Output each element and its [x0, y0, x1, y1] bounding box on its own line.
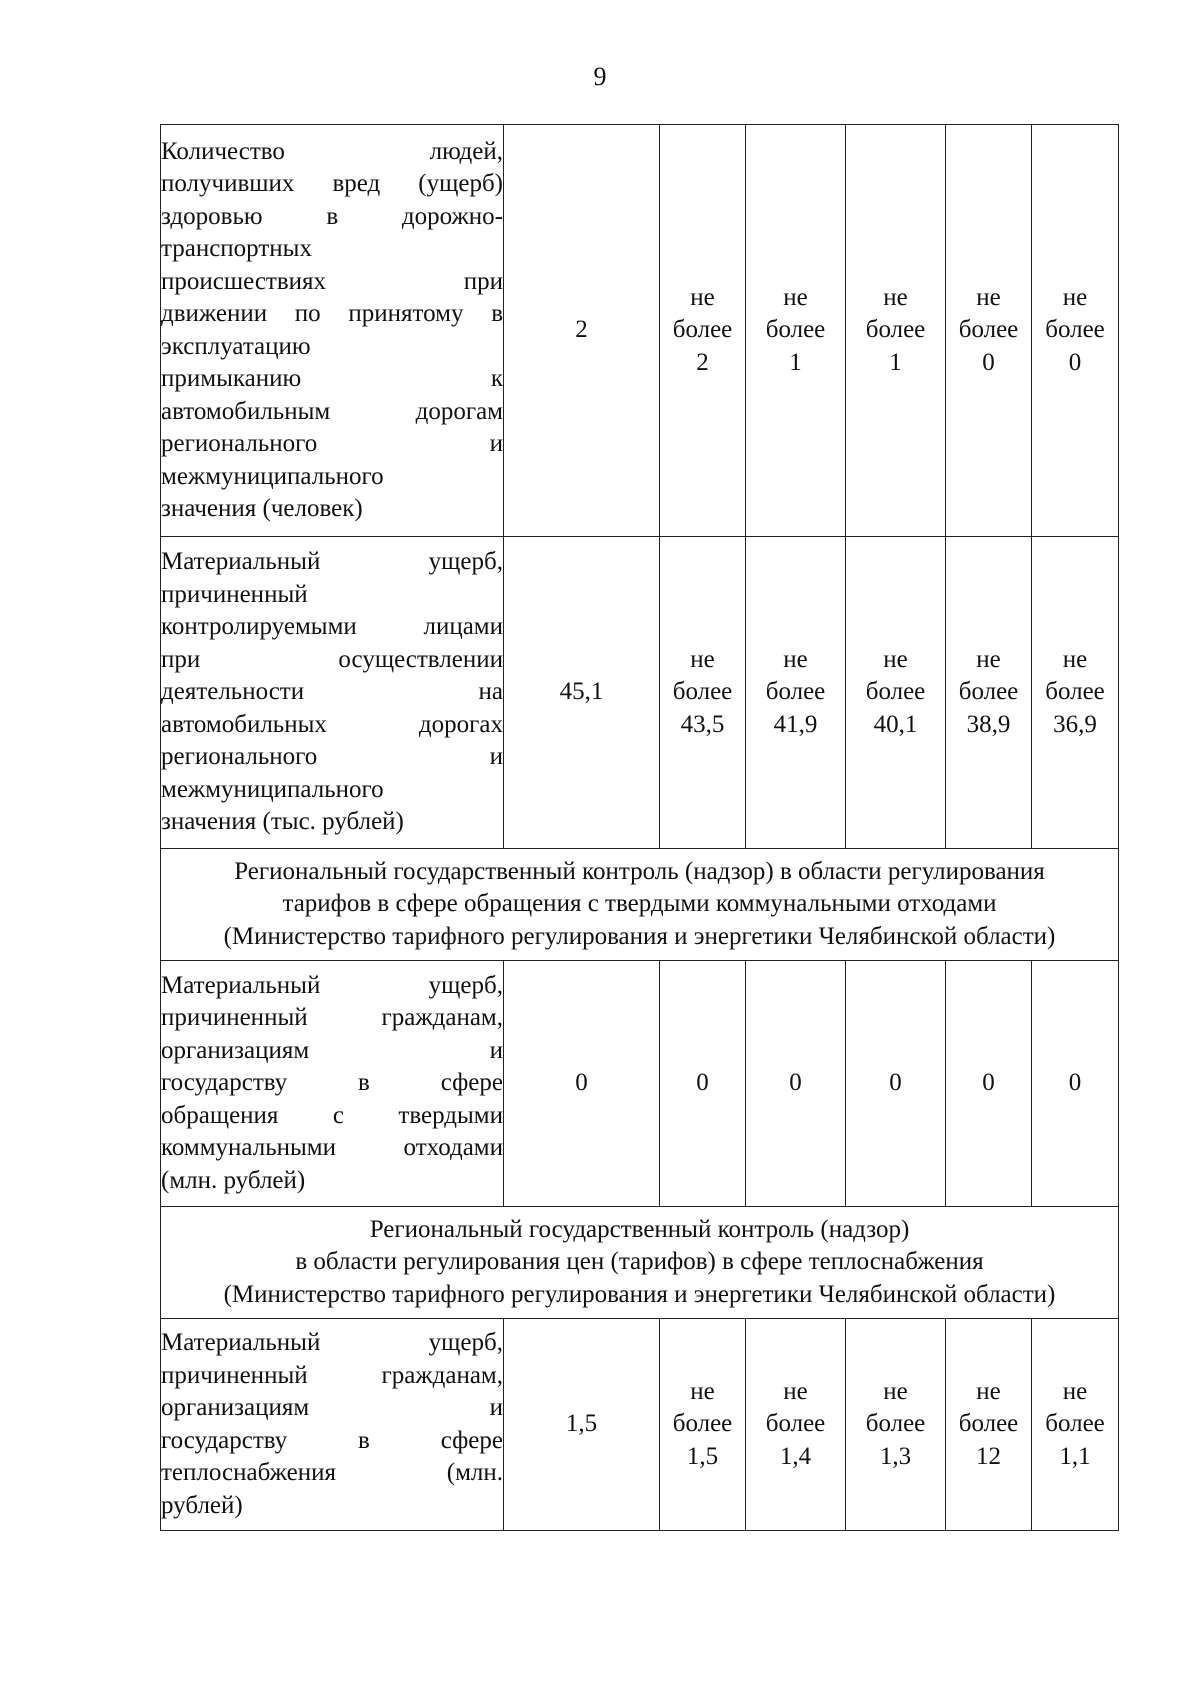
indicator-label-line: транспортных [161, 235, 312, 262]
indicator-label-line: значения (тыс. рублей) [161, 808, 404, 836]
base-value: 1,5 [504, 1319, 660, 1531]
indicator-label-line: движении по принятому в [161, 300, 503, 327]
table-row [161, 1319, 1119, 1531]
target-value-value: 1 [789, 348, 802, 376]
indicator-label-line: Материальный ущерб, [161, 548, 503, 576]
target-value [1032, 537, 1119, 849]
indicator-label-line: регионального и [161, 430, 503, 457]
target-value [660, 961, 746, 1207]
target-value-word: более [672, 316, 733, 344]
section-heading-line: в области регулирования цен (тарифов) в сфере теплоснабжения [295, 1248, 984, 1276]
table-row [161, 537, 1119, 849]
table-row [161, 125, 1119, 537]
section-heading-line: Региональный государственный контроль (надзор) [369, 1215, 910, 1243]
target-value-value: 0 [889, 1069, 902, 1097]
section-row [161, 1207, 1119, 1319]
target-value [846, 1319, 946, 1531]
target-value-value: 0 [1068, 1069, 1082, 1097]
target-value-value: 43,5 [680, 710, 725, 738]
target-value-word: более [958, 316, 1019, 344]
target-value-prefix: не [690, 1377, 715, 1405]
indicator-label-line: при осуществлении [161, 645, 503, 673]
base-value: 45,1 [504, 537, 660, 849]
target-value-value: 38,9 [966, 710, 1011, 738]
target-value-prefix: не [1062, 1377, 1088, 1405]
target-value-value: 41,9 [773, 710, 818, 738]
indicator-label-line: межмуниципального [161, 462, 384, 490]
target-value [846, 125, 946, 537]
target-value-prefix: не [1062, 283, 1088, 311]
target-value-word: более [765, 1410, 826, 1438]
target-value-prefix: не [976, 283, 1001, 311]
target-value [660, 125, 746, 537]
target-value-word: более [865, 316, 926, 344]
indicator-label-line: Материальный ущерб, [161, 1329, 503, 1356]
target-value-word: более [958, 678, 1019, 706]
indicator-label-line: автомобильных дорогах [161, 710, 503, 738]
target-value-prefix: не [783, 1377, 808, 1405]
section-heading-line: Региональный государственный контроль (надзор) в области регулирования [234, 857, 1045, 885]
target-value-value: 0 [789, 1069, 802, 1097]
target-value [746, 961, 846, 1207]
indicator-label [161, 961, 504, 1207]
target-value [946, 1319, 1032, 1531]
indicator-label-line: здоровью в дорожно- [161, 202, 503, 230]
section-heading-line: (Министерство тарифного регулирования и энергетики Челябинской области) [223, 1280, 1056, 1308]
target-value-word: более [1045, 678, 1105, 706]
indicator-label-line: коммунальными отходами [161, 1134, 503, 1162]
target-value-prefix: не [783, 283, 808, 311]
indicator-label-line: причиненный [161, 580, 308, 608]
target-value-value: 1,1 [1059, 1442, 1091, 1470]
target-value [746, 125, 846, 537]
indicator-label-line: примыканию к [161, 365, 503, 392]
target-value-value: 1 [889, 348, 902, 376]
base-value: 2 [504, 125, 660, 537]
indicator-label-line: организациям и [161, 1036, 503, 1064]
target-value-value: 1,5 [686, 1442, 719, 1470]
target-value-value: 1,4 [779, 1442, 812, 1470]
target-value-word: более [958, 1410, 1019, 1438]
indicator-label-line: контролируемыми лицами [161, 613, 503, 641]
indicator-label-line: межмуниципального [161, 775, 384, 803]
target-value-word: более [765, 316, 826, 344]
indicator-label-line: регионального и [161, 743, 503, 771]
target-value [846, 961, 946, 1207]
target-value [1032, 1319, 1119, 1531]
target-value [660, 1319, 746, 1531]
indicator-label-line: организациям и [161, 1394, 503, 1421]
target-value-value: 0 [696, 1069, 709, 1097]
indicator-label-line: деятельности на [161, 678, 503, 706]
base-value: 0 [504, 961, 660, 1207]
indicator-label-line: государству в сфере [161, 1069, 503, 1097]
target-value-value: 2 [696, 348, 709, 376]
target-value [1032, 125, 1119, 537]
indicator-label-line: Количество людей, [161, 137, 503, 165]
indicator-label-line: автомобильным дорогам [161, 397, 503, 425]
section-row [161, 849, 1119, 961]
target-value-prefix: не [883, 645, 908, 673]
target-value-prefix: не [976, 1377, 1001, 1405]
indicator-label-line: (млн. рублей) [161, 1166, 306, 1194]
target-value-value: 40,1 [873, 710, 918, 738]
target-value-word: более [1045, 316, 1105, 344]
target-value [946, 961, 1032, 1207]
target-value [660, 537, 746, 849]
target-value-prefix: не [783, 645, 808, 673]
indicator-label-line: значения (человек) [161, 495, 363, 522]
indicator-label [161, 1319, 504, 1531]
target-value-value: 0 [1068, 348, 1082, 376]
target-value-prefix: не [690, 645, 715, 673]
target-value-value: 1,3 [879, 1442, 912, 1470]
indicator-label-line: получивших вред (ущерб) [161, 170, 503, 197]
target-value-prefix: не [883, 1377, 908, 1405]
target-value-word: более [1045, 1410, 1105, 1438]
target-value-value: 0 [982, 1069, 995, 1097]
indicator-label-line: Материальный ущерб, [161, 971, 503, 999]
target-value-word: более [765, 678, 826, 706]
indicator-label-line: причиненный гражданам, [161, 1361, 503, 1389]
target-value-word: более [672, 1410, 733, 1438]
target-value-value: 36,9 [1053, 710, 1097, 738]
indicator-label-line: рублей) [161, 1491, 243, 1519]
target-value-prefix: не [976, 645, 1001, 673]
table-row [161, 961, 1119, 1207]
section-heading [161, 1207, 1119, 1319]
target-value-word: более [865, 678, 926, 706]
target-value [746, 1319, 846, 1531]
indicator-label-line: происшествиях при [161, 267, 503, 295]
target-value-prefix: не [690, 283, 715, 311]
target-value [746, 537, 846, 849]
section-heading [161, 849, 1119, 961]
target-value-prefix: не [883, 283, 908, 311]
target-value [846, 537, 946, 849]
section-heading-line: тарифов в сфере обращения с твердыми коммунальными отходами [282, 890, 997, 918]
page-number: 9 [593, 62, 607, 91]
target-value [946, 125, 1032, 537]
section-heading-line: (Министерство тарифного регулирования и энергетики Челябинской области) [223, 922, 1056, 950]
indicator-label-line: государству в сфере [161, 1426, 503, 1454]
indicator-label-line: теплоснабжения (млн. [161, 1459, 503, 1486]
indicators-table [160, 124, 1119, 1531]
indicator-label [161, 537, 504, 849]
target-value-word: более [672, 678, 733, 706]
target-value [946, 537, 1032, 849]
target-value-value: 0 [982, 348, 995, 376]
indicator-label-line: причиненный гражданам, [161, 1004, 503, 1032]
target-value [1032, 961, 1119, 1207]
target-value-prefix: не [1062, 645, 1088, 673]
indicator-label-line: обращения с твердыми [161, 1101, 503, 1129]
target-value-value: 12 [976, 1442, 1001, 1470]
indicator-label [161, 125, 504, 537]
indicator-label-line: эксплуатацию [161, 332, 311, 360]
target-value-word: более [865, 1410, 926, 1438]
